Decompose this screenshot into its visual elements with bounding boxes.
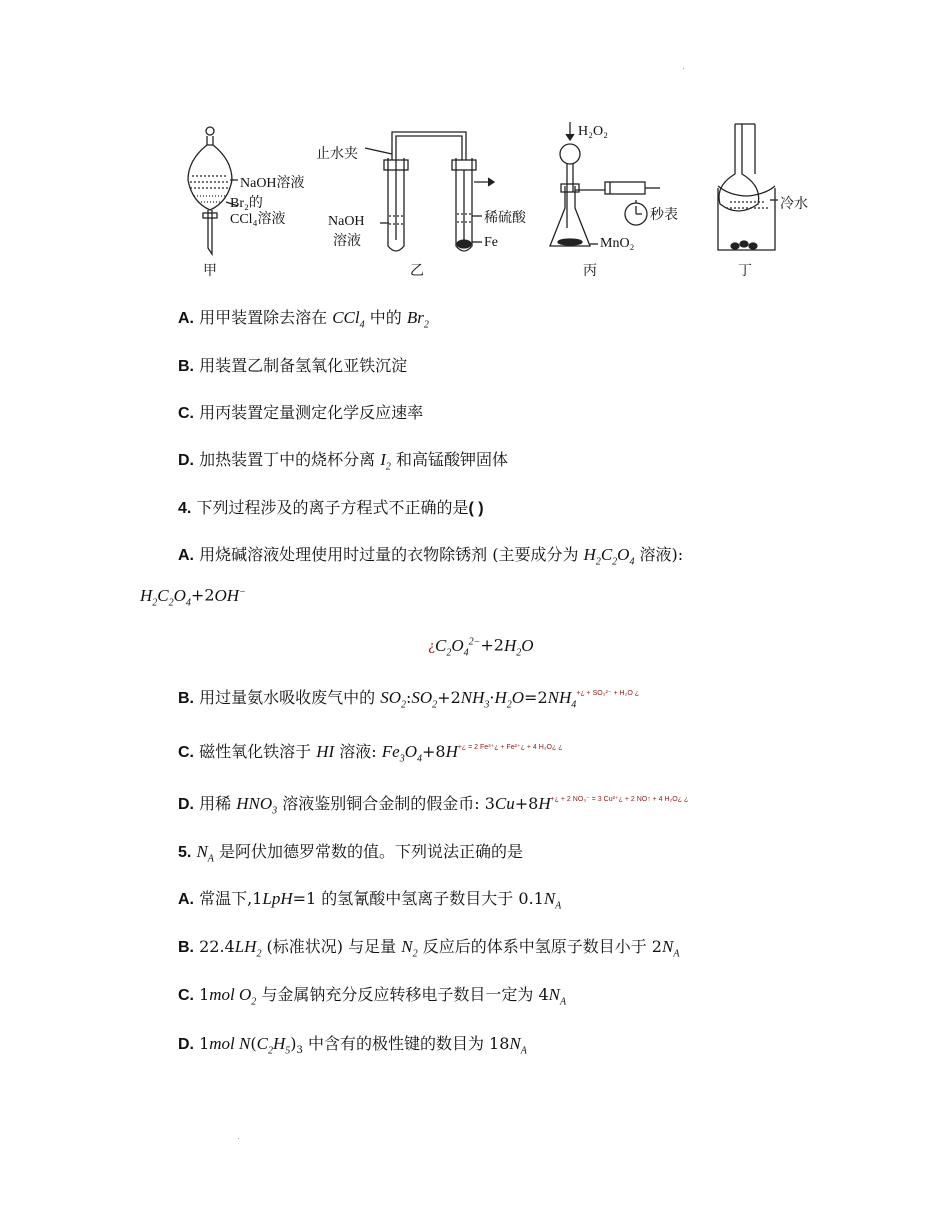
option-letter: D. [178, 452, 194, 469]
equation-tail: +¿ = 2 Fe³⁺¿ + Fe²⁺¿ + 4 H₂O¿ ¿ [457, 744, 563, 751]
q5-stem: 5. $N_A$ 是阿伏加德罗常数的值。下列说法正确的是 [178, 842, 523, 865]
option-letter: B. [178, 939, 194, 956]
q5-option-a: A. 常温下,1LpH=1 的氢氰酸中氢离子数目大于 $0.1N_A$ [178, 889, 562, 912]
q5-option-d: D. 1mol $N(C_2H_5)_3$ 中含有的极性键的数目为 $18N_A$ [178, 1034, 527, 1057]
option-letter: A. [178, 891, 194, 908]
q4-stem [178, 498, 484, 519]
label-stopwatch: 秒表 [650, 208, 678, 223]
label-mno2: MnO₂ [600, 236, 635, 251]
option-text: 常温下, [199, 889, 253, 908]
option-text: 用烧碱溶液处理使用时过量的衣物除锈剂 [199, 545, 488, 564]
apparatus-figure [170, 118, 820, 278]
q5-option-b: B. $22.4LH_2$ (标准状况) 与足量 $N_2$ 反应后的体系中氢原子数目小于 $2N_A$ [178, 937, 680, 960]
option-text: 用丙装置定量测定化学反应速率 [199, 403, 424, 422]
q4-option-b: B. 用过量氨水吸收废气中的 $SO_2:SO_2+2NH_3\cdot H_2O=2NH_4^{+¿ + SO_3^{2-} + H_2O ¿}$ [178, 688, 639, 711]
q3-option-b [178, 356, 407, 377]
label-clamp: 止水夹 [316, 147, 358, 162]
option-text: 用过量氨水吸收废气中的 [199, 688, 376, 707]
option-text: 与金属钠充分反应转移电子数目一定为 [261, 985, 534, 1004]
question-stem: 下列过程涉及的离子方程式不正确的是 [196, 498, 469, 517]
beaker-cold-flask-apparatus [718, 124, 778, 250]
label-br2-of: Br₂的 [230, 196, 263, 211]
q4-option-d: D. 用稀 $HNO_3$ 溶液鉴别铜合金制的假金币: $3Cu+8H^{+¿ + 2 NO_3^- = 3 Cu^{2+}¿ + 2 NO↑ + 4 H_2O¿ ¿}$ [178, 794, 689, 817]
option-letter: D. [178, 1036, 194, 1053]
label-rongye: 溶液 [333, 234, 361, 249]
option-letter: C. [178, 744, 194, 761]
q3-option-c [178, 403, 423, 424]
option-text: (标准状况) [266, 937, 344, 956]
label-fe: Fe [484, 235, 498, 250]
q4-option-a-equation-right: ¿$C_2O_4^{2-}+2H_2O$ [428, 635, 534, 659]
option-text: 溶液鉴别铜合金制的假金币: [282, 794, 480, 813]
q3-option-d: D. 加热装置丁中的烧杯分离 $I_2$ 和高锰酸钾固体 [178, 450, 508, 473]
q4-option-a-equation-left: $H_2C_2O_4+2OH^-$ [140, 585, 246, 609]
option-letter: C. [178, 987, 194, 1004]
option-letter: B. [178, 690, 194, 707]
option-text: 反应后的体系中氢原子数目小于 [422, 937, 647, 956]
question-stem: 是阿伏加德罗常数的值。下列说法正确的是 [218, 842, 523, 861]
label-yi: 乙 [410, 264, 424, 279]
q3-option-a: A. 用甲装置除去溶在 CCl$_4$ 中的 $Br_2$ [178, 308, 429, 331]
label-dilute-h2so4: 稀硫酸 [484, 211, 526, 226]
option-text: 与足量 [348, 937, 397, 956]
label-cold-water: 冷水 [780, 197, 808, 212]
equation-tail: +¿ + 2 NO₃⁻ = 3 Cu²⁺¿ + 2 NO↑ + 4 H₂O¿ ¿ [550, 796, 689, 803]
option-text: 用甲装置除去溶在 [199, 308, 328, 327]
label-ccl4-solution: CCl₄溶液 [230, 212, 286, 227]
label-jia: 甲 [203, 264, 217, 279]
separatory-funnel [188, 127, 238, 254]
option-letter: A. [178, 547, 194, 564]
label-bing: 丙 [583, 264, 597, 279]
option-text: 中的 [369, 308, 402, 327]
label-naoh: NaOH [328, 214, 365, 229]
option-text: 和高锰酸钾固体 [395, 450, 508, 469]
label-ding: 丁 [738, 264, 752, 279]
label-h2o2: H₂O₂ [578, 124, 608, 139]
question-number: 4. [178, 500, 192, 517]
option-letter: B. [178, 358, 194, 375]
question-number: 5. [178, 844, 192, 861]
option-text: 溶液: [339, 742, 377, 761]
label-naoh-solution: NaOH溶液 [240, 176, 305, 191]
q5-option-c: C. 1mol $O_2$ 与金属钠充分反应转移电子数目一定为 $4N_A$ [178, 985, 567, 1008]
option-letter: A. [178, 310, 194, 327]
option-text: (主要成分为 [492, 545, 579, 564]
option-letter: D. [178, 796, 194, 813]
option-text: 用装置乙制备氢氧化亚铁沉淀 [199, 356, 408, 375]
q4-option-a: A. 用烧碱溶液处理使用时过量的衣物除锈剂 (主要成分为 $H_2C_2O_4$ 溶液): [178, 545, 684, 568]
option-text: 的氢氰酸中氢离子数目大于 [321, 889, 514, 908]
question-paren: ( ) [468, 500, 484, 517]
flask-syringe-apparatus [550, 122, 660, 246]
equation-tail: +¿ + SO₃²⁻ + H₂O ¿ [576, 690, 639, 697]
option-letter: C. [178, 405, 194, 422]
two-test-tube-apparatus [365, 132, 494, 251]
option-text: 加热装置丁中的烧杯分离 [199, 450, 376, 469]
option-text: 中含有的极性键的数目为 [307, 1034, 484, 1053]
option-text: 磁性氧化铁溶于 [199, 742, 312, 761]
option-text: 用稀 [199, 794, 232, 813]
option-text: 溶液): [639, 545, 684, 564]
q4-option-c: C. 磁性氧化铁溶于 HI 溶液: $Fe_3O_4+8H^{+¿ = 2 Fe^{3+}¿ + Fe^{2+}¿ + 4 H_2O¿ ¿}$ [178, 742, 563, 765]
